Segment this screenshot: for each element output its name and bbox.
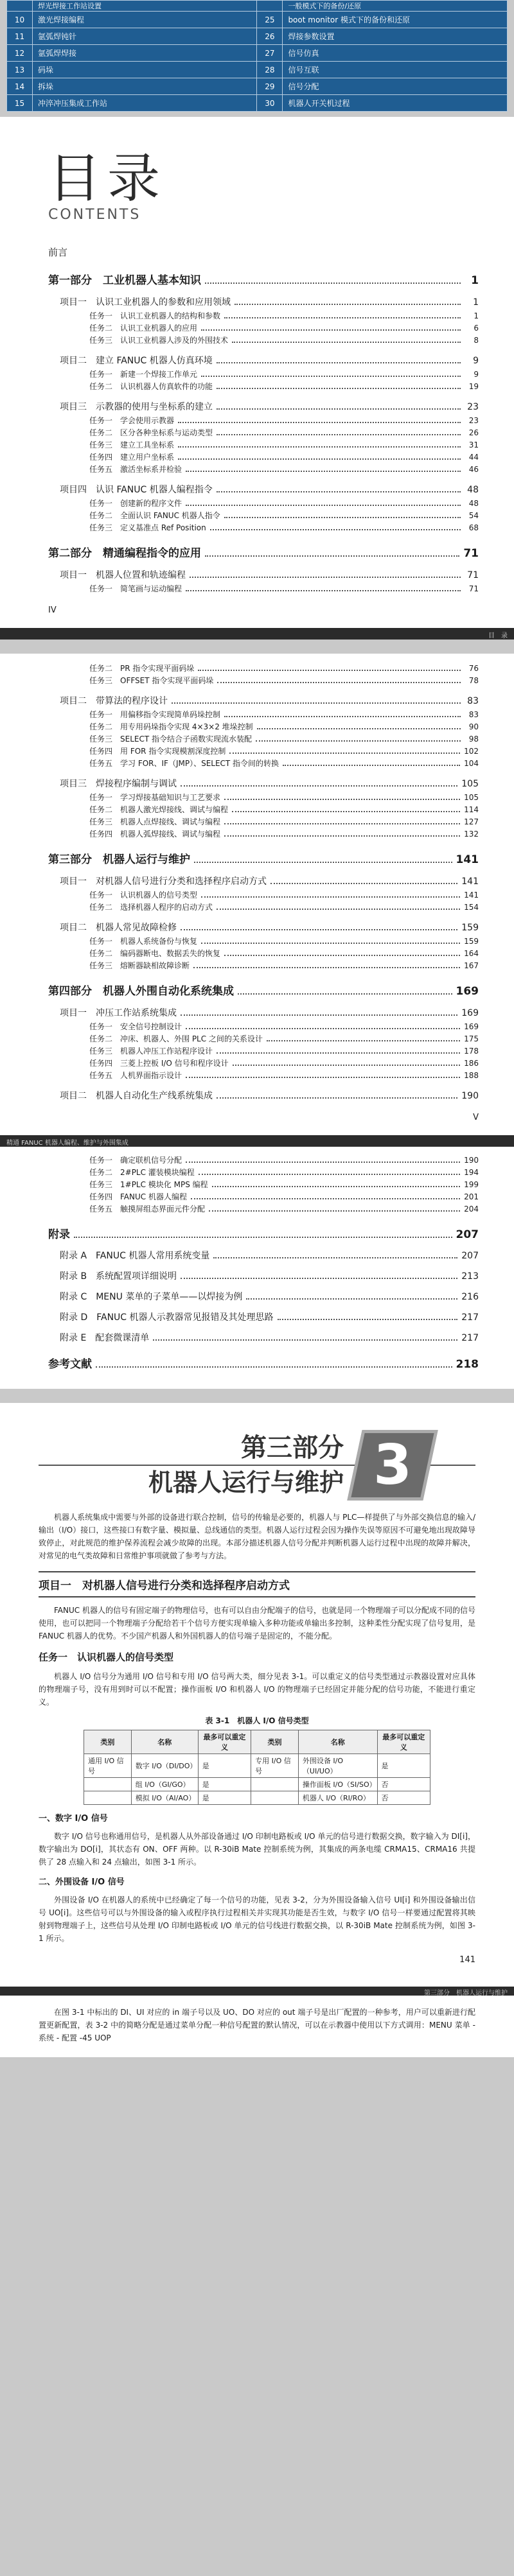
toc-task[interactable]: 任务一 简笔画与运动编程 71: [89, 584, 479, 593]
table-cell: 操作面板 I/O（SI/SO）: [298, 1778, 377, 1791]
part-number-title: 第三部分: [241, 1433, 344, 1463]
table-cell: 焊光焊接工作站设置: [32, 1, 256, 12]
next-page-text: 在图 3-1 中标出的 DI、UI 对应的 in 端子号以及 UO、DO 对应的 out 端子号是出厂配置的一种参考，用户可以重新进行配置更新配置，表 3-2 中的简略分配是通过菜单分配一种信号配置的默认情况，可以在示教器中使用以下方式调用：MENU 菜单 - 系统 - 配置 -45 UOP: [39, 2008, 475, 2042]
table-cell: 是: [198, 1778, 251, 1791]
table-cell: [251, 1778, 299, 1791]
table-cell: 信号互联: [283, 62, 508, 78]
toc-project[interactable]: 项目一 机器人位置和轨迹编程 71: [60, 570, 479, 580]
preface-entry[interactable]: 前言: [48, 247, 68, 258]
toc-task[interactable]: 任务二 区分各种坐标系与运动类型 26: [89, 428, 479, 437]
page-number: 141: [459, 1955, 475, 1965]
section-paragraph: 数字 I/O 信号也称通用信号，是机器人从外部设备通过 I/O 印制电路板或 I/O 单元的信号进行数据交换，数字输入为 DI[i]，数字输出为 DO[i]，其状态有 ON、OFF 两种。以 R-30iB Mate 控制系统为例，其集成的两条电缆 CRMA15、CRMA16 共提供了 28 点输入和 24 点输出，如图 3-1 所示。: [39, 1832, 475, 1867]
table-cell: [84, 1791, 132, 1805]
toc-task[interactable]: 任务三 机器人冲压工作站程序设计 178: [89, 1047, 479, 1056]
toc-task[interactable]: 任务五 人机界面指示设计 188: [89, 1071, 479, 1080]
toc-page-3: [0, 1147, 514, 1389]
toc-appendix-item[interactable]: 附录 D FANUC 机器人示教器常见报错及其处理思路 217: [60, 1312, 479, 1323]
table-cell: 拆垛: [32, 78, 256, 95]
table-header-cell: 类别: [251, 1730, 299, 1754]
project-intro: FANUC 机器人的信号有固定端子的物理信号，也有可以自由分配端子的信号，也就是同一个物理端子可以分配成不同的信号使用，也可以把同一个物理端子分配给若干个信号方便实现单输入多种功能或单输出多控制，这种柔性分配实现了信号复用，是 FANUC 机器人的优势。不少国产机器人和外国机器人的信号端子是固定的，不能分配。: [39, 1606, 475, 1640]
part-badge: 3: [347, 1430, 438, 1501]
toc-task[interactable]: 任务二 选择机器人程序的启动方式 154: [89, 903, 479, 912]
toc-task[interactable]: 任务五 触摸屏组态界面元件分配 204: [89, 1205, 479, 1214]
table-cell: 是: [198, 1791, 251, 1805]
table-row: [7, 95, 508, 112]
table-cell: 氩弧焊焊接: [32, 45, 256, 62]
table-cell: 信号分配: [283, 78, 508, 95]
toc-task[interactable]: 任务二 PR 指令实现平面码垛 76: [89, 664, 479, 673]
table-header-cell: 最多可以重定义: [377, 1730, 430, 1754]
toc-task[interactable]: 任务一 创建新的程序文件 48: [89, 499, 479, 508]
io-signal-table: [84, 1730, 430, 1805]
table-cell: 模拟 I/O（AI/AO）: [131, 1791, 198, 1805]
page-number: V: [473, 1113, 479, 1122]
table-row: [84, 1778, 430, 1791]
toc-task[interactable]: 任务二 冲床、机器人、外围 PLC 之间的关系设计 175: [89, 1034, 479, 1043]
table-cell: 通用 I/O 信号: [84, 1754, 132, 1778]
toc-task[interactable]: 任务二 全面认识 FANUC 机器人指令 54: [89, 511, 479, 520]
toc-task[interactable]: 任务二 认识工业机器人的应用 6: [89, 324, 479, 333]
toc-references[interactable]: 参考文献 218: [48, 1358, 479, 1371]
table-cell: 一般模式下的备份/还原: [283, 1, 508, 12]
table-cell: 15: [7, 95, 33, 112]
toc-part-1[interactable]: 第一部分 工业机器人基本知识 1: [48, 274, 479, 287]
toc-task[interactable]: 任务一 新建一个焊接工作单元 9: [89, 370, 479, 379]
toc-task[interactable]: 任务二 认识机器人仿真软件的功能 19: [89, 382, 479, 391]
toc-task[interactable]: 任务三 机器人点焊接线、调试与编程 127: [89, 817, 479, 826]
table-header-cell: 最多可以重定义: [198, 1730, 251, 1754]
table-cell: 机器人 I/O（RI/RO）: [298, 1791, 377, 1805]
toc-appendix-item[interactable]: 附录 E 配套微课清单 217: [60, 1333, 479, 1343]
toc-task[interactable]: 任务四 用 FOR 指令实现模割深度控制 102: [89, 747, 479, 756]
table-caption: 表 3-1 机器人 I/O 信号类型: [205, 1716, 309, 1725]
toc-page-1: [0, 117, 514, 640]
part-name-title: 机器人运行与维护: [148, 1468, 344, 1497]
table-row: [7, 62, 508, 78]
toc-task[interactable]: 任务一 用偏移指令实现简单码垛控制 83: [89, 710, 479, 719]
toc-appendix-item[interactable]: 附录 C MENU 菜单的子菜单——以焊接为例 216: [60, 1292, 479, 1302]
toc-project[interactable]: 项目二 建立 FANUC 机器人仿真环境 9: [60, 356, 479, 366]
toc-project[interactable]: 项目一 对机器人信号进行分类和选择程序启动方式 141: [60, 876, 479, 887]
toc-task[interactable]: 任务二 2#PLC 灌装模块编程 194: [89, 1168, 479, 1177]
toc-task[interactable]: 任务四 建立用户坐标系 44: [89, 453, 479, 462]
table-cell: 12: [7, 45, 33, 62]
toc-task[interactable]: 任务一 认识工业机器人的结构和参数 1: [89, 311, 479, 320]
table-cell: 冲淬冲压集成工作站: [32, 95, 256, 112]
table-cell: 信号仿真: [283, 45, 508, 62]
table-cell: 30: [257, 95, 283, 112]
toc-task[interactable]: 任务二 编码器断电、数据丢失的恢复 164: [89, 949, 479, 958]
table-header-cell: 类别: [84, 1730, 132, 1754]
table-cell: 专用 I/O 信号: [251, 1754, 299, 1778]
toc-task[interactable]: 任务一 学会使用示教器 23: [89, 416, 479, 425]
toc-appendix-item[interactable]: 附录 B 系统配置项详细说明 213: [60, 1271, 479, 1282]
toc-title: 目录: [48, 148, 167, 209]
table-cell: boot monitor 模式下的备份和还原: [283, 12, 508, 28]
table-row: [7, 28, 508, 45]
toc-appendix-item[interactable]: 附录 A FANUC 机器人常用系统变量 207: [60, 1251, 479, 1261]
toc-task[interactable]: 任务三 SELECT 指令结合子函数实现流水装配 98: [89, 735, 479, 744]
table-cell: 是: [198, 1754, 251, 1778]
toc-task[interactable]: 任务三 建立工具坐标系 31: [89, 440, 479, 449]
table-cell: 29: [257, 78, 283, 95]
table-cell: [7, 1, 33, 12]
table-row: [84, 1754, 430, 1778]
toc-project[interactable]: 项目三 焊接程序编制与调试 105: [60, 779, 479, 789]
table-cell: 27: [257, 45, 283, 62]
table-cell: 是: [377, 1754, 430, 1778]
section-paragraph: 外围设备 I/O 在机器人的系统中已经确定了每一个信号的功能，见表 3-2，分为外围设备输入信号 UI[i] 和外围设备输出信号 UO[i]。这些信号可以与外围设备的输入或程序执行过程相关并实现其功能是否生效，与数字 I/O 信号一样要通过配置将其映射到物理端子上，这些信号从处理 I/O 印制电路板或 I/O 单元的信号线进行数据交换，以 R-30iB Mate 控制系统为例，如图 3-1 所示。: [39, 1895, 475, 1943]
toc-task[interactable]: 任务二 机器人激光焊接线、调试与编程 114: [89, 805, 479, 814]
table-cell: 13: [7, 62, 33, 78]
task-title: 任务一 认识机器人的信号类型: [39, 1651, 174, 1663]
task-intro: 机器人 I/O 信号分为通用 I/O 信号和专用 I/O 信号两大类，细分见表 3-1。可以重定义的信号类型通过示教器设置对应具体的物理端子号，没有用到时可以不配置；操作面板 I/O 和机器人 I/O 的物理端子已经固定并能分配的信号功能，不能进行重定义。: [39, 1672, 475, 1707]
toc-part-3[interactable]: 第三部分 机器人运行与维护 141: [48, 853, 479, 866]
toc-project[interactable]: 项目一 认识工业机器人的参数和应用领域 1: [60, 297, 479, 308]
table-cell: 26: [257, 28, 283, 45]
page-band: 目 录: [0, 628, 514, 640]
table-row: [7, 12, 508, 28]
top-table-section: [0, 0, 514, 117]
table-row: [84, 1791, 430, 1805]
table-row: [7, 78, 508, 95]
table-cell: 码垛: [32, 62, 256, 78]
table-cell: 机器人开关机过程: [283, 95, 508, 112]
toc-part-4[interactable]: 第四部分 机器人外围自动化系统集成 169: [48, 985, 479, 998]
toc-project[interactable]: 项目一 冲压工作站系统集成 169: [60, 1008, 479, 1018]
table-cell: 组 I/O（GI/GO）: [131, 1778, 198, 1791]
toc-header: [48, 148, 479, 230]
table-cell: 28: [257, 62, 283, 78]
toc-task[interactable]: 任务三 认识工业机器人涉及的外围技术 8: [89, 336, 479, 345]
toc-project[interactable]: 项目二 机器人常见故障检修 159: [60, 923, 479, 933]
toc-appendix[interactable]: 附录 207: [48, 1228, 479, 1241]
table-cell: 10: [7, 12, 33, 28]
part-intro: 机器人系统集成中需要与外部的设备进行联合控制，信号的传输是必要的，机器人与 PLC—样提供了与外部交换信息的输入/输出（I/O）接口，这些接口有数字量、模拟量、总线通信的类型。机器人运行过程会因为操作失误等原因不可避免地出现故障导致停止，对此规范的维护保养流程会减少故障的出现。本部分描述机器人信号分配并判断机器人运行过程中出现的故障并解决，对常见的电气类故障和日常维护事项就做了参考与方法。: [39, 1513, 475, 1560]
page-band: 第三部分 机器人运行与维护: [0, 1987, 514, 1996]
project-title: 项目一 对机器人信号进行分类和选择程序启动方式: [39, 1571, 475, 1597]
toc-task[interactable]: 任务三 熔断器缺相故障诊断 167: [89, 961, 479, 970]
table-cell: 14: [7, 78, 33, 95]
toc-task[interactable]: 任务三 定义基准点 Ref Position 68: [89, 523, 479, 532]
table-row: [7, 45, 508, 62]
toc-task[interactable]: 任务三 OFFSET 指令实现平面码垛 78: [89, 676, 479, 685]
toc-project[interactable]: 项目三 示教器的使用与坐标系的建立 23: [60, 402, 479, 412]
table-cell: 激光焊接编程: [32, 12, 256, 28]
table-cell: 25: [257, 12, 283, 28]
toc-task[interactable]: 任务一 机器人系统备份与恢复 159: [89, 937, 479, 946]
table-cell: 外围设备 I/O（UI/UO）: [298, 1754, 377, 1778]
table-row: [7, 1, 508, 12]
part-three-page: [0, 1403, 514, 2057]
table-cell: [84, 1778, 132, 1791]
section-heading: 二、外围设备 I/O 信号: [39, 1877, 125, 1887]
toc-task[interactable]: 任务一 学习焊接基础知识与工艺要求 105: [89, 793, 479, 802]
toc-project[interactable]: 项目二 带算法的程序设计 83: [60, 696, 479, 706]
section-heading: 一、数字 I/O 信号: [39, 1814, 108, 1823]
toc-task[interactable]: 任务一 认识机器人的信号类型 141: [89, 891, 479, 900]
part-banner: [39, 1427, 475, 1504]
toc-task[interactable]: 任务二 用专用码垛指令实现 4×3×2 堆垛控制 90: [89, 722, 479, 731]
table-header-cell: 名称: [131, 1730, 198, 1754]
toc-task[interactable]: 任务四 机器人弧焊接线、调试与编程 132: [89, 830, 479, 839]
table-cell: [251, 1791, 299, 1805]
toc-project[interactable]: 项目二 机器人自动化生产线系统集成 190: [60, 1091, 479, 1101]
toc-task[interactable]: 任务五 学习 FOR、IF（JMP）、SELECT 指令间的转换 104: [89, 759, 479, 768]
table-cell: 数字 I/O（DI/DO）: [131, 1754, 198, 1778]
page-band: 精通 FANUC 机器人编程、维护与外围集成: [0, 1135, 514, 1147]
table-cell: [257, 1, 283, 12]
toc-task[interactable]: 任务四 FANUC 机器人编程 201: [89, 1192, 479, 1201]
toc-task[interactable]: 任务三 1#PLC 模块化 MPS 编程 199: [89, 1180, 479, 1189]
toc-project[interactable]: 项目四 认识 FANUC 机器人编程指令 48: [60, 485, 479, 495]
table-cell: 氩弧焊钝针: [32, 28, 256, 45]
toc-task[interactable]: 任务四 三菱上控板 I/O 信号和程序设计 186: [89, 1059, 479, 1068]
toc-subtitle: CONTENTS: [48, 207, 141, 223]
toc-page-2: [0, 654, 514, 1147]
toc-task[interactable]: 任务一 确定联机信号分配 190: [89, 1156, 479, 1165]
table-cell: 否: [377, 1791, 430, 1805]
table-cell: 焊接参数设置: [283, 28, 508, 45]
table-header-cell: 名称: [298, 1730, 377, 1754]
table-cell: 否: [377, 1778, 430, 1791]
page-number: IV: [48, 605, 57, 615]
appendix-video-table: [6, 0, 508, 112]
toc-task[interactable]: 任务五 激活坐标系并检验 46: [89, 465, 479, 474]
table-cell: 11: [7, 28, 33, 45]
toc-task[interactable]: 任务一 安全信号控制设计 169: [89, 1022, 479, 1031]
toc-part-2[interactable]: 第二部分 精通编程指令的应用 71: [48, 547, 479, 560]
